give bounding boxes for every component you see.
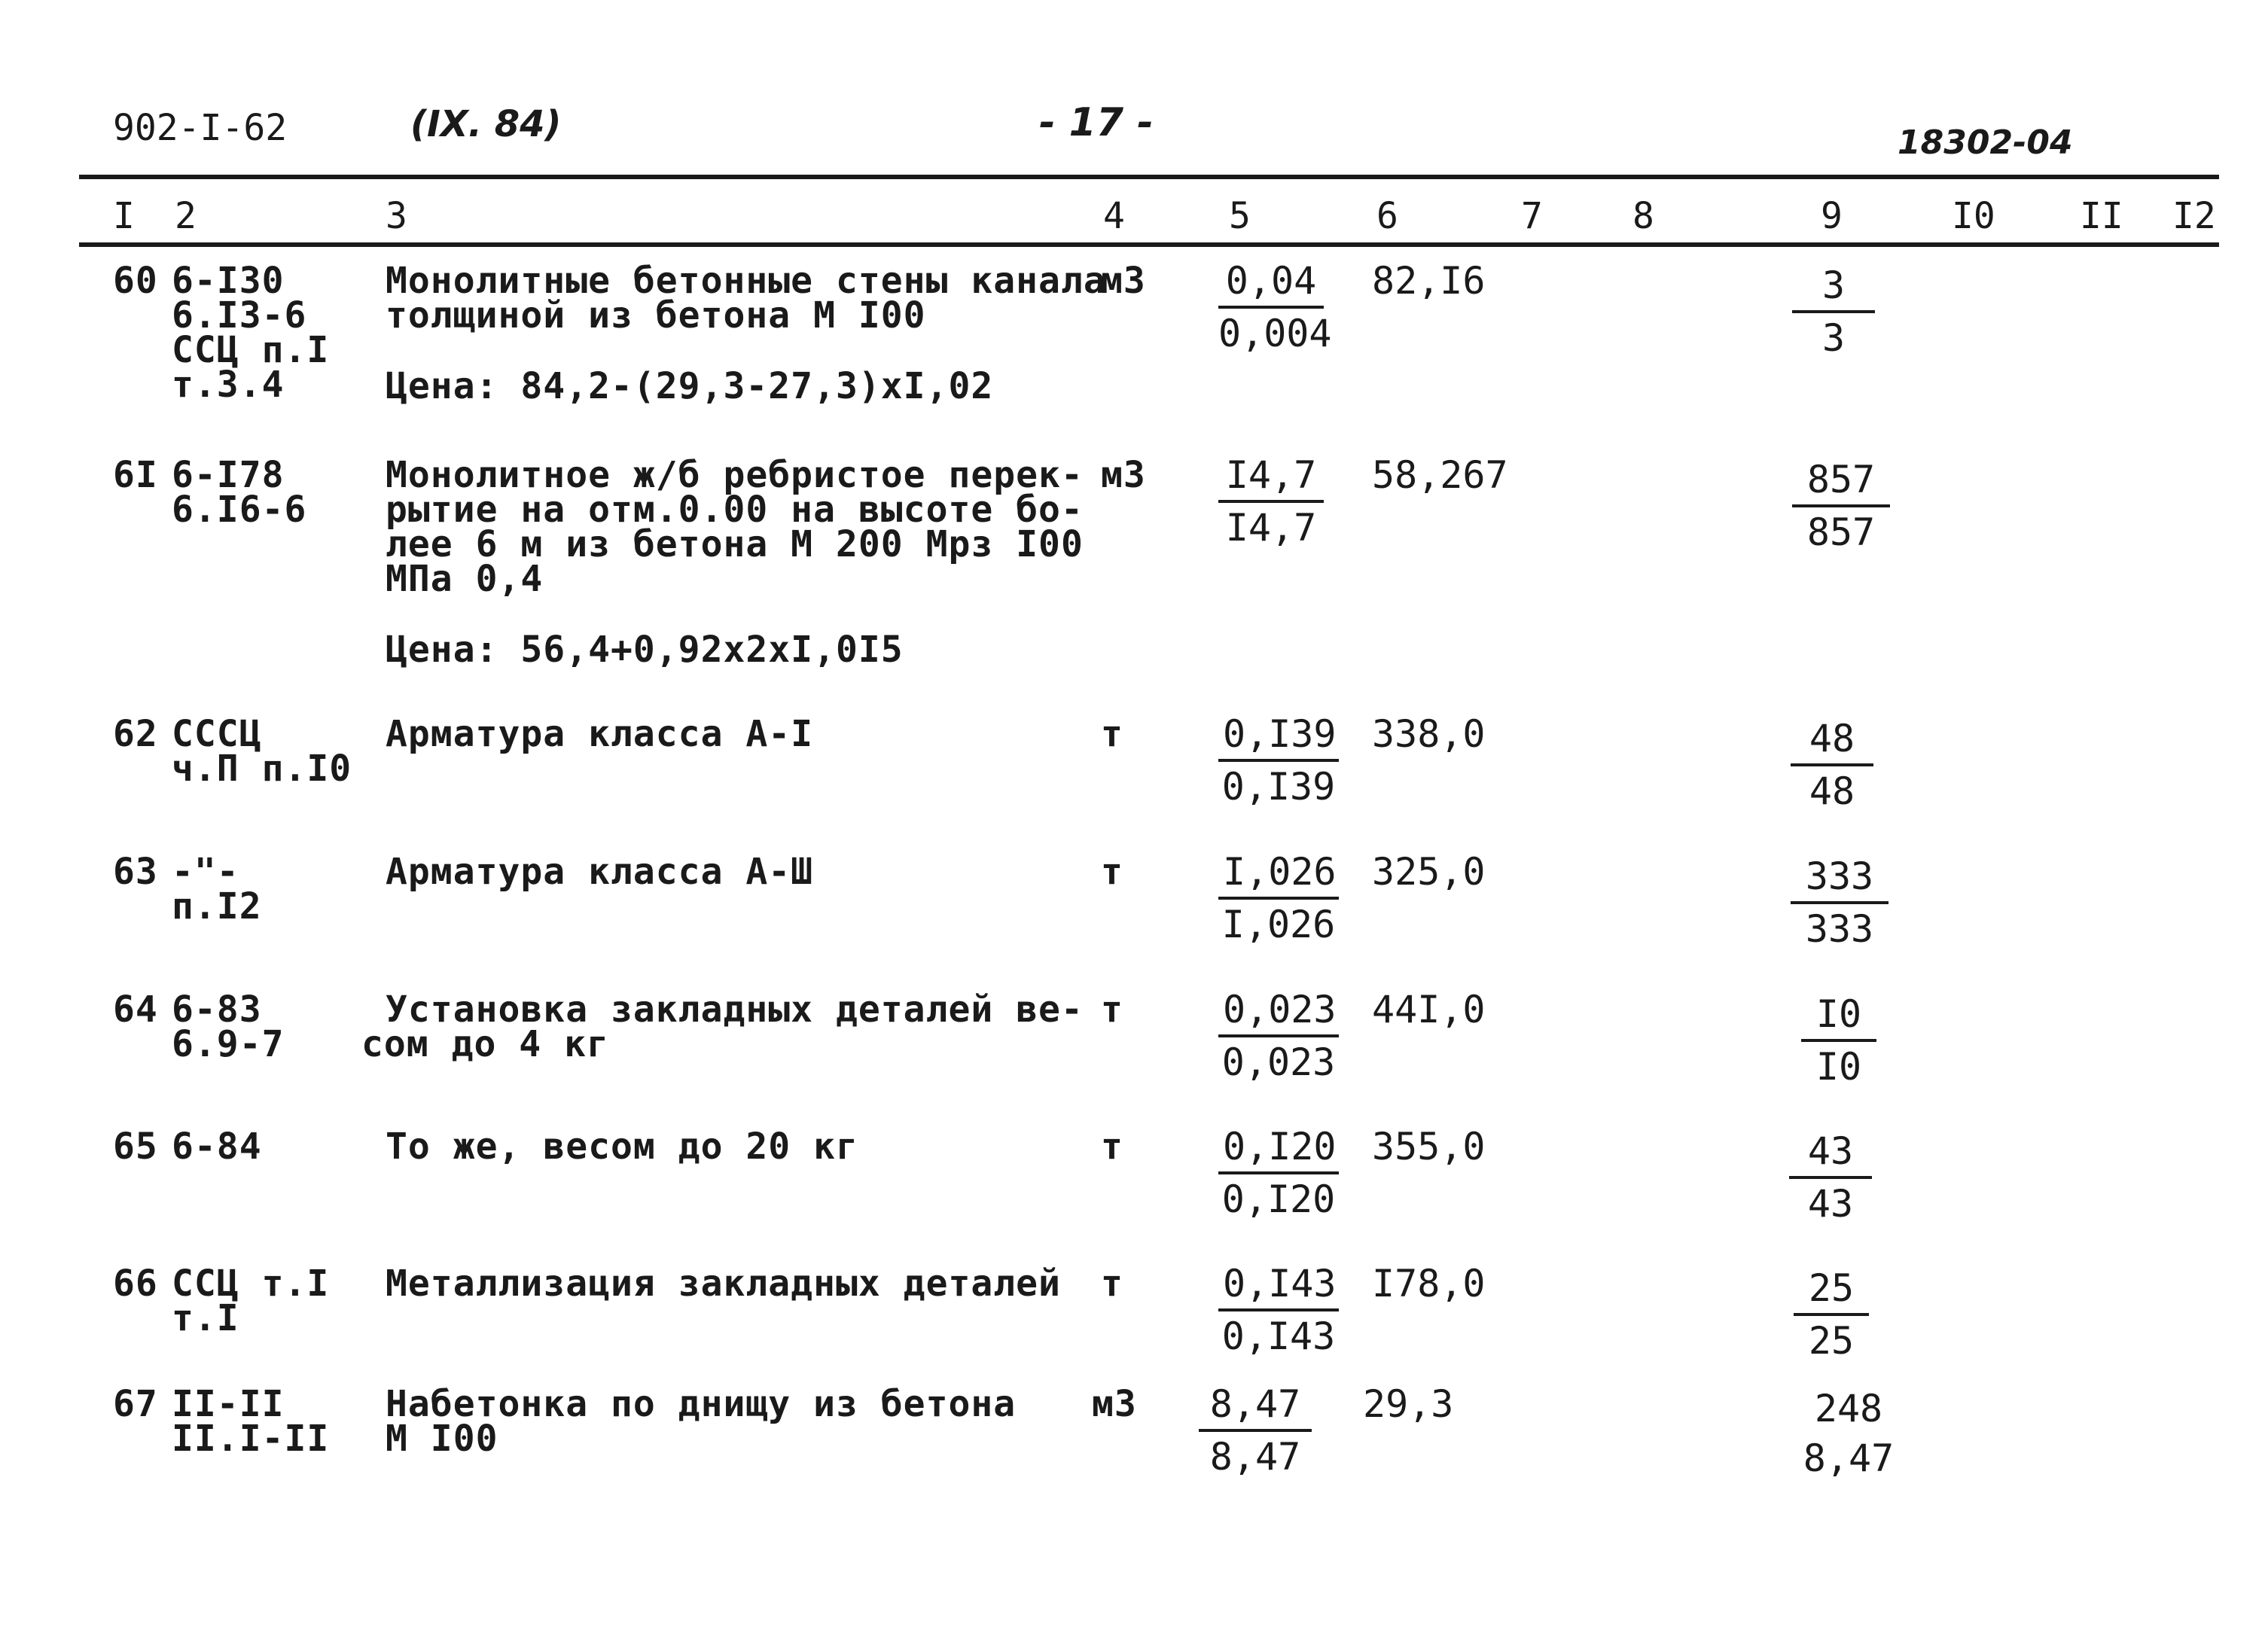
row-description: толщиной из бетона М I00 [386, 294, 926, 337]
row-code: ССЦ т.I [172, 1263, 330, 1305]
row-number: 67 [113, 1383, 158, 1425]
row-unit-cost: I78,0 [1372, 1262, 1486, 1305]
row-unit: т [1101, 1126, 1123, 1168]
quantity-bottom: 8,47 [1209, 1435, 1301, 1479]
row-unit: м3 [1092, 1383, 1137, 1425]
quantity-bottom: 0,023 [1221, 1040, 1336, 1084]
row-number: 63 [113, 851, 158, 893]
row-description: Набетонка по днищу из бетона [386, 1383, 1017, 1425]
row-total [1800, 1385, 1898, 1482]
total-bottom: I0 [1815, 1045, 1862, 1089]
total-bottom: 8,47 [1803, 1436, 1895, 1480]
row-number: 64 [113, 989, 158, 1031]
header-top-rule [79, 175, 2219, 179]
total-bottom: 48 [1809, 769, 1855, 813]
row-total [1792, 262, 1875, 361]
quantity-top: 0,I43 [1218, 1260, 1339, 1311]
row-description: Установка закладных деталей ве- [386, 989, 1084, 1031]
row-code: II.I-II [172, 1418, 330, 1460]
row-total [1789, 1128, 1872, 1227]
total-top: 333 [1791, 853, 1888, 904]
row-code: п.I2 [172, 885, 262, 928]
total-top: 3 [1792, 262, 1875, 313]
row-unit-cost: 58,267 [1372, 453, 1508, 497]
row-number: 60 [113, 260, 158, 302]
row-unit-cost: 44I,0 [1372, 988, 1486, 1031]
row-code: 6-I78 [172, 454, 285, 496]
row-code: 6.I6-6 [172, 489, 307, 531]
page-number: - 17 - [1039, 100, 1154, 145]
quantity-top: I4,7 [1218, 452, 1324, 503]
row-total [1791, 715, 1873, 815]
column-header-11: II [2080, 195, 2123, 237]
quantity-bottom: I4,7 [1225, 506, 1317, 550]
row-description: М I00 [386, 1418, 498, 1460]
column-header-3: 3 [386, 195, 407, 237]
row-code: 6.9-7 [172, 1023, 285, 1065]
row-total [1792, 456, 1890, 556]
total-bottom: 333 [1805, 907, 1874, 951]
row-unit-cost: 82,I6 [1372, 259, 1486, 303]
row-code: 6-I30 [172, 260, 285, 302]
row-code: 6-83 [172, 989, 262, 1031]
row-unit-cost: 29,3 [1363, 1382, 1454, 1426]
total-bottom: 25 [1808, 1319, 1855, 1363]
row-quantity [1218, 848, 1339, 948]
row-code: 6.I3-6 [172, 294, 307, 337]
total-bottom: 43 [1807, 1182, 1854, 1226]
row-code: 6-84 [172, 1126, 262, 1168]
row-unit: т [1101, 713, 1123, 755]
row-code: т.3.4 [172, 364, 285, 406]
row-description: рытие на отм.0.00 на высоте бо- [386, 489, 1084, 531]
row-description: То же, весом до 20 кг [386, 1126, 858, 1168]
quantity-top: 0,I20 [1218, 1123, 1339, 1174]
row-quantity [1199, 1381, 1312, 1480]
total-bottom: 857 [1806, 510, 1876, 554]
column-header-1: I [113, 195, 135, 237]
row-description: Арматура класса А-Ш [386, 851, 814, 893]
row-number: 65 [113, 1126, 158, 1168]
row-description: сом до 4 кг [361, 1023, 609, 1065]
column-header-4: 4 [1103, 195, 1125, 237]
quantity-bottom: I,026 [1221, 903, 1336, 946]
total-top: 43 [1789, 1128, 1872, 1179]
quantity-bottom: 0,I20 [1221, 1177, 1336, 1221]
sheet-code: 18302-04 [1898, 123, 2073, 162]
row-description: МПа 0,4 [386, 558, 544, 600]
row-code: -"- [172, 851, 239, 893]
column-header-6: 6 [1376, 195, 1398, 237]
total-bottom: 3 [1821, 316, 1846, 360]
header-bottom-rule [79, 242, 2219, 247]
column-header-8: 8 [1632, 195, 1654, 237]
row-code: ч.П п.I0 [172, 748, 352, 790]
quantity-top: 0,I39 [1218, 711, 1339, 762]
row-unit: т [1101, 1263, 1123, 1305]
quantity-top: 8,47 [1199, 1381, 1312, 1432]
column-header-12: I2 [2172, 195, 2216, 237]
total-top: 25 [1794, 1265, 1869, 1316]
row-unit: м3 [1101, 454, 1146, 496]
row-total [1794, 1265, 1869, 1364]
row-unit-cost: 325,0 [1372, 850, 1486, 894]
row-quantity [1218, 1123, 1339, 1223]
quantity-top: 0,023 [1218, 986, 1339, 1037]
row-price-formula: Цена: 56,4+0,92x2xI,0I5 [386, 629, 904, 671]
column-header-2: 2 [175, 195, 197, 237]
row-total [1791, 853, 1888, 952]
row-description: лее 6 м из бетона М 200 Мрз I00 [386, 523, 1084, 565]
document-code: 902-I-62 [113, 107, 288, 149]
total-top: I0 [1801, 991, 1876, 1042]
column-header-9: 9 [1821, 195, 1843, 237]
row-description: Металлизация закладных деталей [386, 1263, 1061, 1305]
column-header-7: 7 [1521, 195, 1543, 237]
column-header-10: I0 [1952, 195, 1995, 237]
row-quantity [1218, 711, 1339, 810]
quantity-top: I,026 [1218, 848, 1339, 900]
quantity-top: 0,04 [1218, 257, 1324, 309]
total-top: 248 [1814, 1387, 1883, 1430]
row-quantity [1218, 257, 1332, 357]
row-unit: т [1101, 989, 1123, 1031]
quantity-bottom: 0,004 [1218, 312, 1332, 355]
row-quantity [1218, 986, 1339, 1086]
row-code: ССЦ п.I [172, 329, 330, 371]
row-description: Арматура класса А-I [386, 713, 814, 755]
row-number: 66 [113, 1263, 158, 1305]
row-quantity [1218, 1260, 1339, 1360]
row-unit: т [1101, 851, 1123, 893]
quantity-bottom: 0,I39 [1221, 765, 1336, 809]
row-unit: м3 [1101, 260, 1146, 302]
quantity-bottom: 0,I43 [1221, 1314, 1336, 1358]
row-number: 6I [113, 454, 158, 496]
row-unit-cost: 338,0 [1372, 712, 1486, 756]
edition-date: (IX. 84) [410, 103, 562, 145]
row-description: Монолитные бетонные стены канала [386, 260, 1106, 302]
row-quantity [1218, 452, 1324, 551]
row-number: 62 [113, 713, 158, 755]
row-code: СССЦ [172, 713, 262, 755]
row-total [1801, 991, 1876, 1090]
row-description: Монолитное ж/б ребристое перек- [386, 454, 1084, 496]
row-unit-cost: 355,0 [1372, 1125, 1486, 1168]
total-top: 857 [1792, 456, 1890, 507]
row-price-formula: Цена: 84,2-(29,3-27,3)xI,02 [386, 365, 994, 407]
total-top: 48 [1791, 715, 1873, 766]
row-code: т.I [172, 1297, 239, 1339]
row-code: II-II [172, 1383, 285, 1425]
column-header-5: 5 [1229, 195, 1251, 237]
